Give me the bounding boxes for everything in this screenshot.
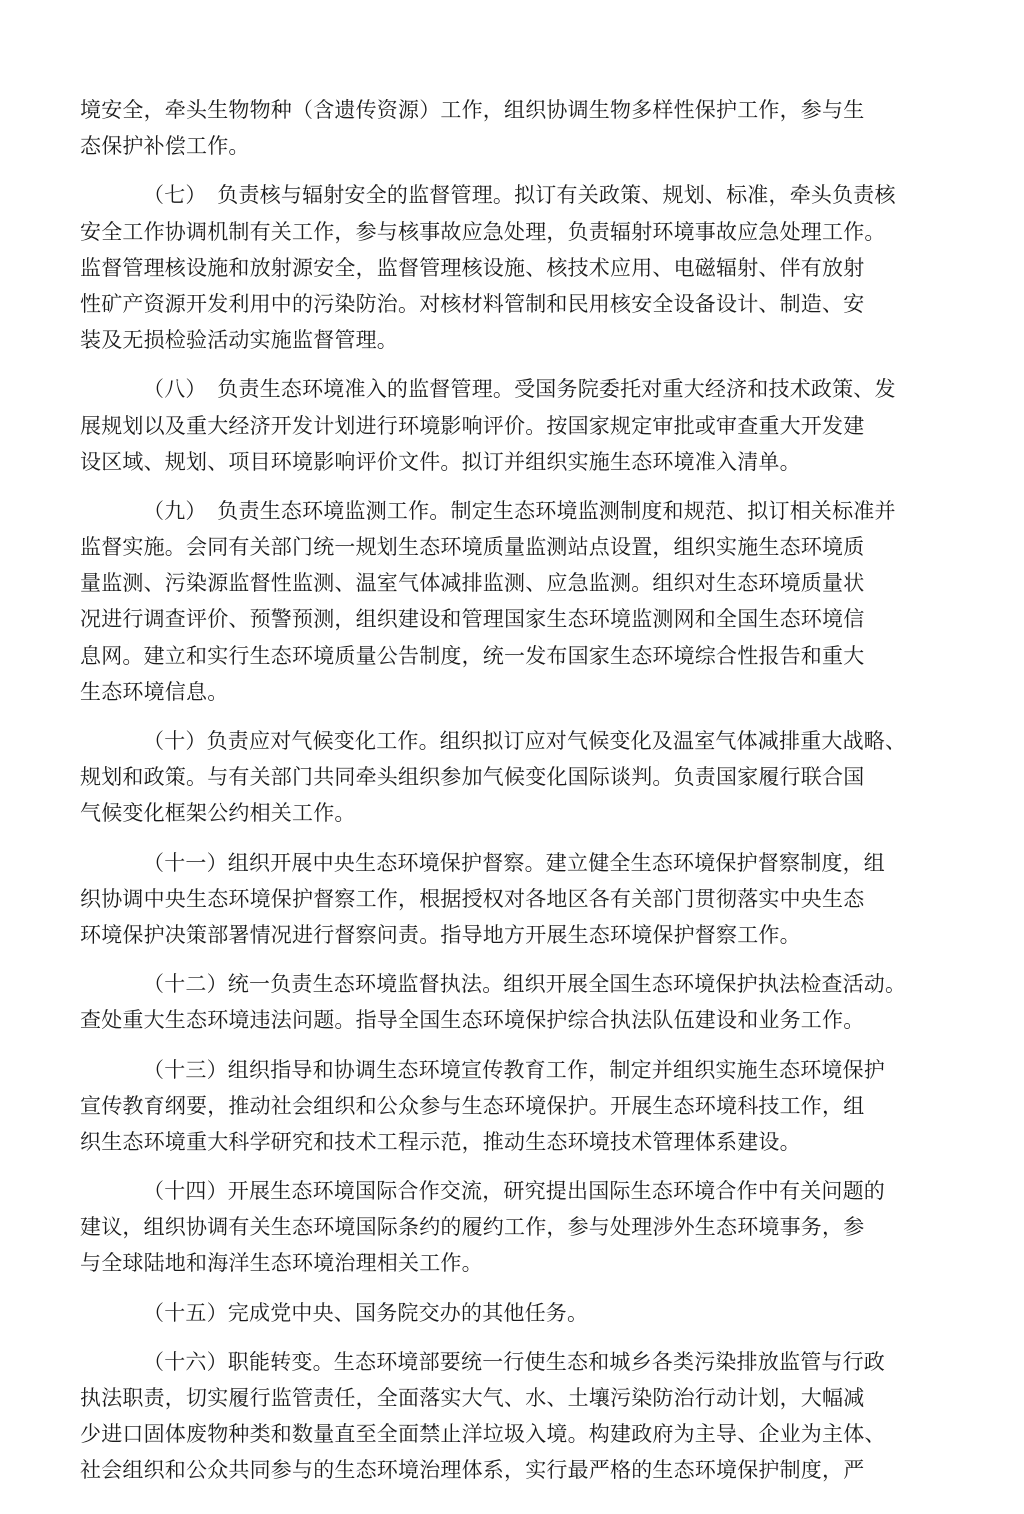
text-line: 安全工作协调机制有关工作，参与核事故应急处理，负责辐射环境事故应急处理工作。 <box>80 219 886 244</box>
paragraph-continued <box>80 92 930 164</box>
text-line: 监督管理核设施和放射源安全，监督管理核设施、核技术应用、电磁辐射、伴有放射 <box>80 255 865 280</box>
text-line: （十四）开展生态环境国际合作交流，研究提出国际生态环境合作中有关问题的 <box>143 1179 885 1204</box>
text-line: （十六）职能转变。生态环境部要统一行使生态和城乡各类污染排放监管与行政 <box>143 1349 885 1374</box>
text-line: 监督实施。会同有关部门统一规划生态环境质量监测站点设置，组织实施生态环境质 <box>80 535 865 560</box>
text-line: 设区域、规划、项目环境影响评价文件。拟订并组织实施生态环境准入清单。 <box>80 449 801 474</box>
paragraph-8 <box>80 371 930 480</box>
paragraph-11 <box>80 845 930 954</box>
text-line: 与全球陆地和海洋生态环境治理相关工作。 <box>80 1251 483 1276</box>
text-line: 规划和政策。与有关部门共同牵头组织参加气候变化国际谈判。负责国家履行联合国 <box>80 765 865 790</box>
text-line: 环境保护决策部署情况进行督察问责。指导地方开展生态环境保护督察工作。 <box>80 922 801 947</box>
text-line: （十）负责应对气候变化工作。组织拟订应对气候变化及温室气体减排重大战略、 <box>143 729 907 753</box>
text-line: 生态环境信息。 <box>80 679 229 704</box>
text-line: 执法职责，切实履行监管责任，全面落实大气、水、土壤污染防治行动计划，大幅减 <box>80 1386 865 1410</box>
text-line: 社会组织和公众共同参与的生态环境治理体系，实行最严格的生态环境保护制度，严 <box>80 1458 865 1483</box>
paragraph-10 <box>80 723 930 832</box>
document-page <box>80 92 930 1502</box>
paragraph-15 <box>80 1295 930 1331</box>
paragraph-13 <box>80 1052 930 1161</box>
text-line: 气候变化框架公约相关工作。 <box>80 801 356 826</box>
text-line: 少进口固体废物种类和数量直至全面禁止洋垃圾入境。构建政府为主导、企业为主体、 <box>80 1422 886 1447</box>
text-line: 建议，组织协调有关生态环境国际条约的履约工作，参与处理涉外生态环境事务，参 <box>80 1215 865 1240</box>
text-line: 息网。建立和实行生态环境质量公告制度，统一发布国家生态环境综合性报告和重大 <box>80 643 865 668</box>
paragraph-7 <box>80 177 930 358</box>
text-line: （十一）组织开展中央生态环境保护督察。建立健全生态环境保护督察制度，组 <box>143 850 885 875</box>
paragraph-16 <box>80 1344 930 1489</box>
paragraph-14 <box>80 1173 930 1282</box>
text-line: （七） 负责核与辐射安全的监督管理。拟订有关政策、规划、标准，牵头负责核 <box>143 183 896 208</box>
text-line: 展规划以及重大经济开发计划进行环境影响评价。按国家规定审批或审查重大开发建 <box>80 413 865 438</box>
text-line: 量监测、污染源监督性监测、温室气体减排监测、应急监测。组织对生态环境质量状 <box>80 571 865 596</box>
text-line: 宣传教育纲要，推动社会组织和公众参与生态环境保护。开展生态环境科技工作，组 <box>80 1093 865 1118</box>
paragraph-12 <box>80 966 930 1038</box>
text-line: （十二）统一负责生态环境监督执法。组织开展全国生态环境保护执法检查活动。 <box>143 972 907 997</box>
text-line: 织协调中央生态环境保护督察工作，根据授权对各地区各有关部门贯彻落实中央生态 <box>80 886 865 911</box>
text-line: 查处重大生态环境违法问题。指导全国生态环境保护综合执法队伍建设和业务工作。 <box>80 1008 865 1033</box>
text-line: 装及无损检验活动实施监督管理。 <box>80 328 398 353</box>
text-line: （十三）组织指导和协调生态环境宣传教育工作，制定并组织实施生态环境保护 <box>143 1057 885 1082</box>
text-line: 况进行调查评价、预警预测，组织建设和管理国家生态环境监测网和全国生态环境信 <box>80 607 865 632</box>
text-line: 性矿产资源开发利用中的污染防治。对核材料管制和民用核安全设备设计、制造、安 <box>80 291 865 316</box>
text-line: 织生态环境重大科学研究和技术工程示范，推动生态环境技术管理体系建设。 <box>80 1129 801 1154</box>
text-line: （九） 负责生态环境监测工作。制定生态环境监测制度和规范、拟订相关标准并 <box>143 498 896 523</box>
text-line: 境安全，牵头生物物种（含遗传资源）工作，组织协调生物多样性保护工作，参与生 <box>80 98 865 122</box>
text-line: （八） 负责生态环境准入的监督管理。受国务院委托对重大经济和技术政策、发 <box>143 377 896 402</box>
text-line: 态保护补偿工作。 <box>80 134 250 159</box>
paragraph-9 <box>80 493 930 710</box>
text-line: （十五）完成党中央、国务院交办的其他任务。 <box>143 1300 589 1325</box>
